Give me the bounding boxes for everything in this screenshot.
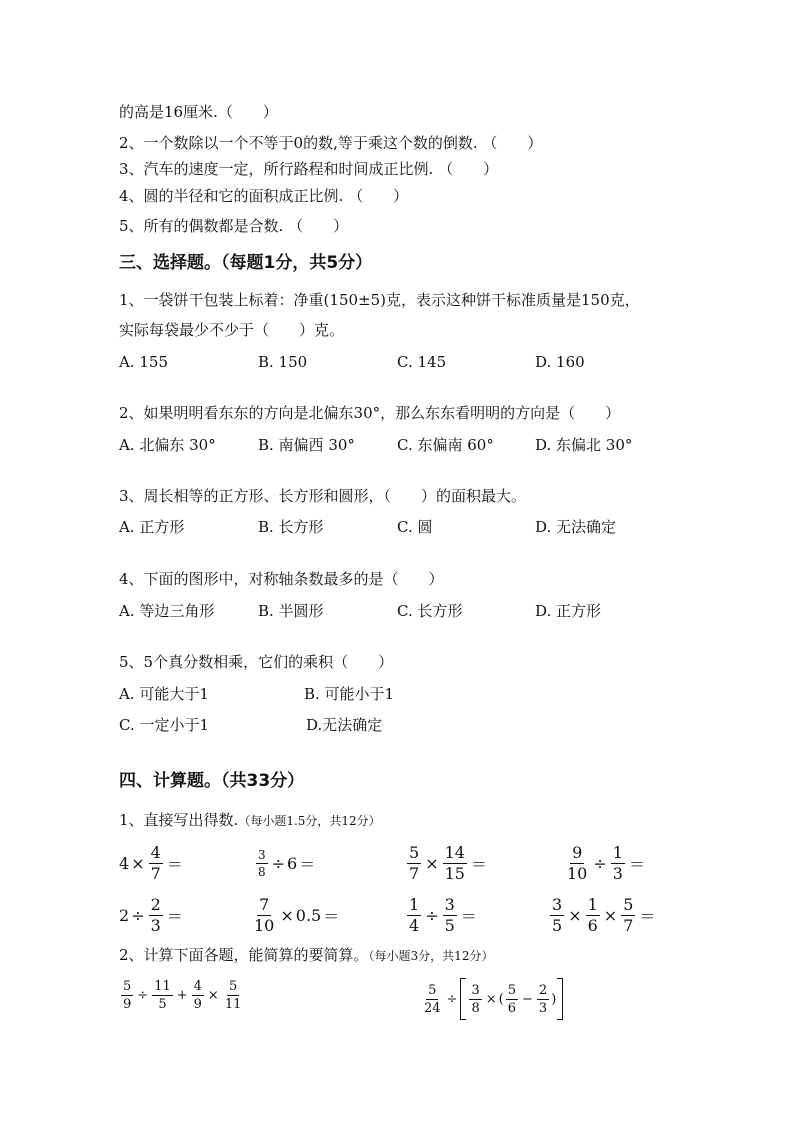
q3-1-option-c: C. 145 [397, 353, 447, 371]
q3-5-option-b: B. 可能小于1 [304, 685, 395, 703]
q3-2-option-a: A. 北偏东 30° [119, 436, 216, 454]
q3-1-line1: 1、一袋饼干包装上标着：净重(150±5)克，表示这种饼干标准质量是150克， [119, 291, 640, 309]
judge-item-2: 2、一个数除以一个不等于0的数,等于乘这个数的倒数. （ ） [119, 134, 543, 152]
right-bracket [557, 978, 563, 1020]
q4-1-score-note: （每小题1.5分，共12分） [238, 814, 381, 828]
q3-1-option-a: A. 155 [119, 353, 168, 371]
q3-1-option-b: B. 150 [258, 353, 308, 371]
calc-1: 4 × $\frac{4}{7}$ ＝ [119, 843, 183, 883]
section4-title: 四、计算题。（共33分） [119, 771, 305, 791]
q3-4-option-a: A. 等边三角形 [119, 602, 215, 620]
q3-2-option-d: D. 东偏北 30° [535, 436, 633, 454]
judge-item-3: 3、汽车的速度一定，所行路程和时间成正比例. （ ） [119, 160, 499, 178]
q3-5-text: 5、5个真分数相乘，它们的乘积（ ） [119, 653, 394, 671]
calc-7: $\frac{1}{4}$ ÷ $\frac{3}{5}$ ＝ [409, 895, 477, 935]
q3-2-option-b: B. 南偏西 30° [258, 436, 355, 454]
q4-2-heading [119, 945, 493, 966]
calc-6: $\frac{7}{10}$ × 0.5 ＝ [254, 895, 340, 935]
judge-item-4: 4、圆的半径和它的面积成正比例. （ ） [119, 187, 409, 205]
q3-3-option-b: B. 长方形 [258, 518, 324, 536]
judge-item-5: 5、所有的偶数都是合数. （ ） [119, 217, 349, 235]
simplify-expr-2: $\frac{5}{24}$ ÷ $\frac{3}{8}$ × ( $\frac{5}{6}$ − $\frac{2}{3}$ ) [420, 978, 564, 1020]
q3-5-option-c: C. 一定小于1 [119, 716, 210, 734]
calc-5: 2 ÷ $\frac{2}{3}$ ＝ [119, 895, 183, 935]
q3-4-option-b: B. 半圆形 [258, 602, 324, 620]
left-bracket [460, 978, 466, 1020]
judge-item-1-tail: 的高是16厘米.（ ） [119, 103, 278, 121]
q3-4-option-c: C. 长方形 [397, 602, 463, 620]
q3-3-option-a: A. 正方形 [119, 518, 185, 536]
q4-1-label: 1、直接写出得数. [119, 811, 239, 829]
q3-4-text: 4、下面的图形中，对称轴条数最多的是（ ） [119, 570, 444, 588]
q3-3-option-c: C. 圆 [397, 518, 433, 536]
simplify-expr-1: $\frac{5}{9}$ ÷ $\frac{11}{5}$ + $\frac{4}{9}$ × $\frac{5}{11}$ [123, 979, 242, 1012]
q3-1-line2: 实际每袋最少不少于（ ）克。 [119, 321, 345, 339]
q4-2-score-note: （每小题3分，共12分） [368, 949, 494, 963]
q3-3-text: 3、周长相等的正方形、长方形和圆形，（ ）的面积最大。 [119, 487, 527, 505]
q3-2-option-c: C. 东偏南 60° [397, 436, 494, 454]
calc-8: $\frac{3}{5}$ × $\frac{1}{6}$ × $\frac{5}{7}$ ＝ [552, 895, 656, 935]
q3-5-option-a: A. 可能大于1 [119, 685, 209, 703]
calc-4: $\frac{9}{10}$ ÷ $\frac{1}{3}$ ＝ [567, 843, 645, 883]
calc-3: $\frac{5}{7}$ × $\frac{14}{15}$ ＝ [409, 843, 487, 883]
calc-2: $\frac{3}{8}$ ÷ 6 ＝ [258, 848, 316, 879]
q3-3-option-d: D. 无法确定 [535, 518, 617, 536]
q3-2-text: 2、如果明明看东东的方向是北偏东30°，那么东东看明明的方向是（ ） [119, 404, 621, 422]
q4-1-heading [119, 810, 381, 831]
section3-title: 三、选择题。（每题1分，共5分） [119, 253, 373, 273]
q3-1-option-d: D. 160 [535, 353, 585, 371]
q3-5-option-d: D.无法确定 [306, 716, 383, 734]
q4-2-label: 2、计算下面各题，能简算的要简算。 [119, 946, 369, 964]
q3-4-option-d: D. 正方形 [535, 602, 602, 620]
